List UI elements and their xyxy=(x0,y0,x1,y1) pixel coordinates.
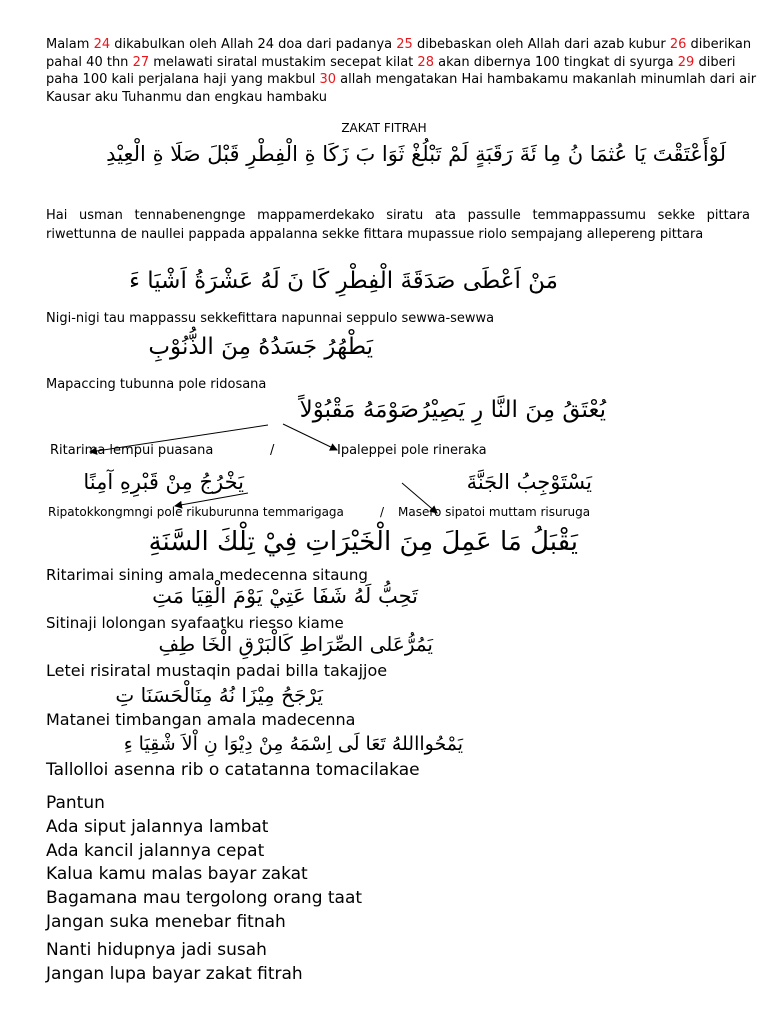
translation-text: Letei risiratal mustaqin padai billa takajjoe xyxy=(46,661,388,680)
translation-text: Mapaccing tubunna pole ridosana xyxy=(46,377,267,392)
arabic-verse: يَسْتَوْجِبُ الجَنَّةَ xyxy=(466,470,592,494)
pantun-line: Bagamana mau tergolong orang taat xyxy=(46,888,363,908)
arabic-verse: يَطْهُرُ جَسَدُهُ مِنَ الذُّنُوْبِ xyxy=(148,334,373,360)
translation-text: Matanei timbangan amala madecenna xyxy=(46,710,356,729)
intro-text: dibebaskan oleh Allah dari azab kubur xyxy=(412,37,670,52)
night-number: 25 xyxy=(396,37,413,52)
arabic-verse: مَنْ اَعْطَى صَدَقَةَ الْفِطْرِ كَا نَ لَهُ عَشْرَةُ اَشْيَا ءَ xyxy=(129,268,558,294)
arabic-verse: يَمُرُّعَلى الصِّرَاطِ كَالْبَرْقِ الْخَا طِفِ xyxy=(158,632,433,656)
intro-text: Malam xyxy=(46,37,94,52)
arabic-verse: يَمْحُوااللهُ تَعَا لَى اِسْمَهُ مِنْ دِيْوَا نِ اْلاَ شْقِيَا ءِ xyxy=(123,733,463,755)
arrow-line xyxy=(283,424,337,450)
pantun-line: Jangan lupa bayar zakat fitrah xyxy=(46,964,303,984)
arabic-verse: لَوْأَعْتَقْتَ يَا عُثمَا نُ مِا ئَةَ رَقَبَةٍ لَمْ تَبْلُغْ ثَوَا بَ زَكَا ةِ الْفِطْرِ قَبْلَ صَلَا ةِ الْعِيْدِ xyxy=(106,142,726,166)
night-number: 30 xyxy=(319,72,336,87)
arabic-verse: يَخْرُجُ مِنْ قَبْرِهِ آمِنًا xyxy=(83,470,244,494)
pantun-line: Ada siput jalannya lambat xyxy=(46,817,269,837)
translation-text: Ipaleppei pole rineraka xyxy=(337,443,487,458)
pantun-title: Pantun xyxy=(46,793,105,813)
arrow-line xyxy=(175,493,248,506)
intro-text: akan dibernya 100 tingkat di syurga xyxy=(433,54,678,70)
pantun-line: Nanti hidupnya jadi susah xyxy=(46,940,267,960)
arrow-line xyxy=(90,425,268,452)
translation-text: Ripatokkongmngi pole rikuburunna temmarigaga xyxy=(48,505,344,519)
separator: / xyxy=(380,505,385,519)
arabic-verse: يَقْبَلُ مَا عَمِلَ مِنَ الْخَيْرَاتِ فِيْ تِلْكَ السَّنَةِ xyxy=(148,527,578,557)
translation-text: Hai usman tennabenengnge mappamerdekako siratu ata passulle temmappassumu sekke pittara riwettunna de naullei pappada appalanna sekke fittara mupassue riolo sempajang allepereng pittara xyxy=(46,208,750,242)
night-number: 27 xyxy=(132,54,150,70)
night-number: 24 xyxy=(93,37,111,52)
separator: / xyxy=(270,443,275,458)
translation-text: Masero sipatoi muttam risuruga xyxy=(398,505,591,519)
translation-text: Tallolloi asenna rib o catatanna tomacilakae xyxy=(46,760,420,780)
intro-text: diberi paha 100 kali perjalana haji yang makbul xyxy=(46,54,736,87)
night-number: 26 xyxy=(669,37,687,52)
section-title: ZAKAT FITRAH xyxy=(341,121,427,135)
translation-text: Sitinaji lolongan syafaatku riesso kiame xyxy=(46,614,344,632)
night-number: 28 xyxy=(417,54,434,70)
intro-text: diberikan pahal 40 thn xyxy=(46,37,752,70)
translation-text: Ritarima lempui puasana xyxy=(50,443,214,458)
pantun-line: Jangan suka menebar fitnah xyxy=(46,912,286,932)
arrow-line xyxy=(402,483,437,513)
night-number: 29 xyxy=(677,54,695,70)
arabic-verse: تَحِبُّ لَهُ شَفَا عَتِيْ يَوْمَ الْقِيَا مَتِ xyxy=(152,584,418,608)
intro-text: dikabulkan oleh Allah 24 doa dari padanya xyxy=(110,37,397,52)
arabic-verse: يُعْتَقُ مِنَ النَّا رِ يَصِيْرُصَوْمَهُ مَقْبُوْلاً xyxy=(299,397,606,423)
translation-text: Ritarimai sining amala medecenna sitaung xyxy=(46,566,368,584)
intro-text: allah mengatakan Hai hambakamu makanlah minumlah dari air Kausar aku Tuhanmu dan engkau hambaku xyxy=(46,72,757,105)
pantun-line: Ada kancil jalannya cepat xyxy=(46,841,265,861)
intro-text: melawati siratal mustakim secepat kilat xyxy=(149,54,418,70)
translation-text: Nigi-nigi tau mappassu sekkefittara napunnai seppulo sewwa-sewwa xyxy=(46,311,495,326)
arabic-verse: يَرْجَحُ مِيْزَا نُهُ مِنَالْحَسَنَا تِ xyxy=(115,683,323,707)
pantun-line: Kalua kamu malas bayar zakat xyxy=(46,864,308,884)
